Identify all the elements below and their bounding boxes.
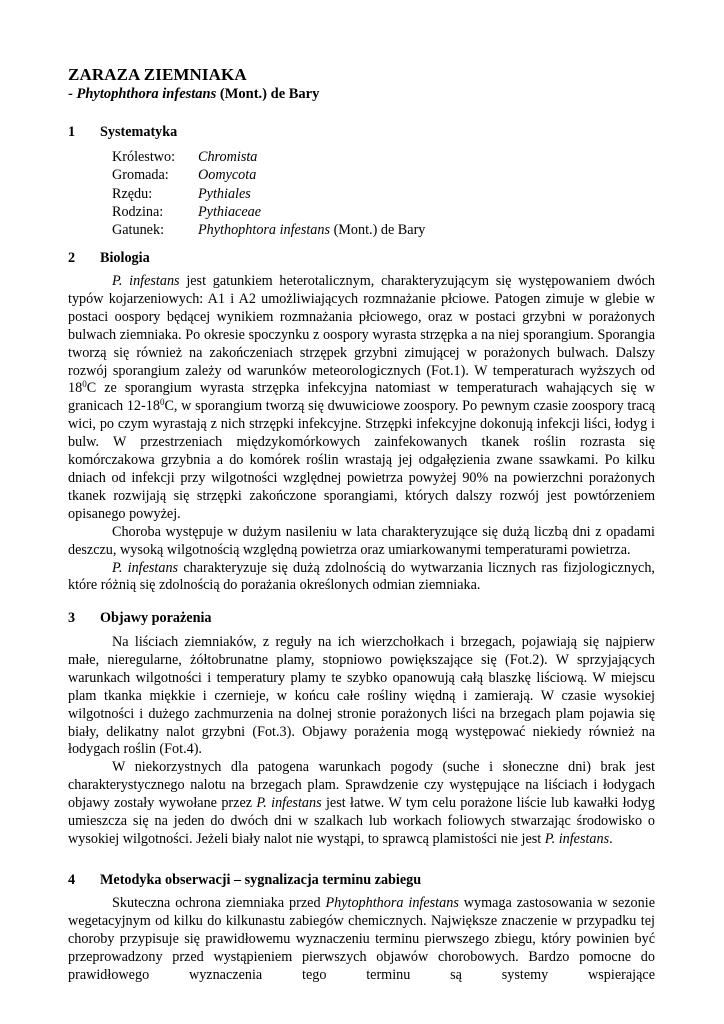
taxonomy-label: Królestwo: [112, 149, 176, 165]
paragraph: Choroba występuje w dużym nasileniu w lata charakteryzujące się dużą liczbą dni z opadami deszczu, wysoką wilgotnością względną powietrza oraz umiarkowanymi temperaturami powietrza. [68, 523, 655, 558]
section-body-metodyka [68, 895, 655, 985]
taxonomy-label: Gatunek: [112, 222, 165, 239]
taxonomy-label: Gromada: [112, 167, 169, 184]
taxonomy-table [112, 149, 425, 240]
section-heading-objawy: Objawy porażenia [100, 610, 212, 626]
paragraph-text: C, w sporangium tworzą się dwuwiciowe zoospory. Po pewnym czasie zoospory tracą wici, po czym wyrastają z nich strzępki infekcyjne. Strzępki infekcyjne dokonują infekcji liści, łodyg i bulw. W przestrzeniach międzykomórkowych zainfekowanych tkanek roślin rozrasta się komórczakowa grzybnia a do komórek roślin wrastają jej odgałęzienia zwane ssawkami. Po kilku dniach od infekcji przy wilgotności względnej powietrza powyżej 90% na powierzchni porażonych tkanek rozwijają się strzępki zakończone sporangiami, których dalszy rozwój jest powtórzeniem opisanego powyżej. [68, 398, 655, 522]
paragraph [68, 560, 655, 596]
subtitle-author: (Mont.) de Bary [216, 86, 320, 102]
taxonomy-author: (Mont.) de Bary [330, 222, 426, 239]
species-name: P. infestans [112, 559, 179, 576]
species-name: P. infestans [256, 795, 322, 812]
section-heading-biologia: Biologia [100, 250, 150, 266]
section-body-biologia [68, 273, 655, 595]
paragraph-text: charakteryzuje się dużą zdolnością do wytwarzania licznych ras fizjologicznych, które różnią się zdolnością do porażania określonych odmian ziemniaka. [68, 559, 655, 594]
taxonomy-row [112, 204, 425, 222]
section-body-objawy [68, 634, 655, 849]
section-number: 1 [68, 124, 76, 140]
paragraph-text: Skuteczna ochrona ziemniaka przed [112, 895, 326, 911]
taxonomy-value: Pythiales [198, 185, 251, 202]
taxonomy-value: Pythiaceae [198, 203, 262, 220]
document-title: ZARAZA ZIEMNIAKA [68, 65, 247, 84]
paragraph-text: wymaga zastosowania w sezonie wegetacyjnym od kilku do kilkunastu zabiegów chemicznych. Największe znaczenie w przypadku tej choroby przypisuje się prawidłowemu wyznaczeniu terminu pierwszego zbiegu, który powinien być przeprowadzony przed wystąpieniem pierwszych objawów chorobowych. Bardzo pomocne do prawidłowego wyznaczenia tego terminu są systemy wspierające [68, 895, 655, 983]
paragraph-text: jest łatwe. W tym celu porażone liście lub kawałki łodyg umieszcza się na jeden do dwóch dni w szalkach lub workach foliowych stwarzając środowisko o wysokiej wilgotności. Jeżeli biały nalot nie wystąpi, to sprawcą plamistości nie jest [68, 795, 655, 847]
section-heading-systematyka: Systematyka [100, 124, 178, 140]
taxonomy-row [112, 186, 425, 204]
paragraph [68, 895, 655, 985]
paragraph-text: jest gatunkiem heterotalicznym, charakteryzującym się występowaniem dwóch typów kojarzeniowych: A1 i A2 umożliwiających rozmnażanie płciowe. Patogen zimuje w glebie w postaci oospory będącej wynikiem rozmnażania płciowego, oraz w postaci grzybni w porażonych bulwach ziemniaka. Po okresie spoczynku z oospory wyrasta strzępka a na niej sporangium. Sporangia tworzą się również na zakończeniach strzępek grzybni zimującej w porażonych bulwach. Dalszy rozwój sporangium zależy od warunków meteorologicznych (Fot.1). W temperaturach wyższych od 18 [68, 273, 655, 397]
taxonomy-value: Phythophtora infestans [198, 222, 331, 239]
taxonomy-label: Rodzina: [112, 203, 164, 220]
section-number: 2 [68, 250, 76, 266]
taxonomy-value: Chromista [198, 149, 258, 165]
section-number: 3 [68, 610, 76, 626]
subtitle-latin-name: Phytophthora infestans [76, 86, 217, 102]
paragraph-text: C ze sporangium wyrasta strzępka infekcyjna natomiast w temperaturach wahających się w granicach 12-18 [68, 380, 655, 415]
taxonomy-value: Oomycota [198, 167, 257, 184]
degree-superscript: 0 [159, 397, 165, 408]
section-heading-metodyka: Metodyka obserwacji – sygnalizacja terminu zabiegu [100, 872, 422, 888]
paragraph [68, 759, 655, 849]
taxonomy-label: Rzędu: [112, 185, 153, 202]
taxonomy-row [112, 167, 425, 185]
species-name: P. infestans [112, 273, 180, 289]
paragraph [68, 273, 655, 524]
paragraph-text: W niekorzystnych dla patogena warunkach pogody (suche i słoneczne dni) brak jest charakterystycznego nalotu na brzegach plam. Sprawdzenie czy występujące na liściach i łodygach objawy zostały wywołane przez [68, 759, 655, 812]
taxonomy-row [112, 149, 425, 167]
document-subtitle [68, 86, 319, 104]
species-name: P. infestans [544, 830, 610, 847]
paragraph: Na liściach ziemniaków, z reguły na ich wierzchołkach i brzegach, pojawiają się najpierw małe, nieregularne, żółtobrunatne plamy, stopniowo powiększające się (Fot.2). W sprzyjających warunkach wilgotności i temperatury plamy te szybko opanowują całą blaszkę liściową. W miejscu plam tkanka miękkie i czernieje, w końcu całe rośliny więdną i zamierają. W czasie wysokiej wilgotności i dużego zachmurzenia na dolnej stronie porażonych liści na brzegach plam pojawia się biały, delikatny nalot grzybni (Fot.3). Objawy porażenia mogą występować niekiedy również na łodygach roślin (Fot.4). [68, 634, 655, 758]
section-number: 4 [68, 872, 76, 888]
paragraph-text: . [609, 830, 613, 847]
taxonomy-row [112, 222, 425, 240]
species-name: Phytophthora infestans [325, 895, 459, 911]
degree-superscript: 0 [82, 379, 87, 390]
subtitle-dash: - [68, 86, 77, 102]
